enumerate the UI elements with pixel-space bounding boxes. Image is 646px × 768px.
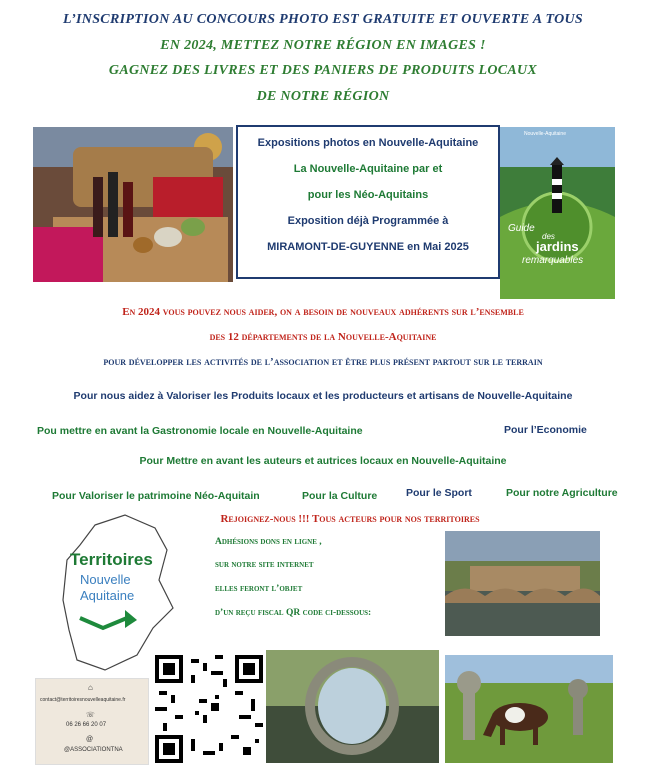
phone-icon: ☏: [86, 712, 95, 719]
expo-line-5: MIRAMONT-DE-GUYENNE en Mai 2025: [267, 241, 469, 253]
join-line-4: d’un reçu fiscal QR code ci-dessous:: [215, 608, 372, 618]
goal-culture: Pour la Culture: [302, 490, 378, 502]
expo-line-1: Expositions photos en Nouvelle-Aquitaine: [257, 137, 479, 149]
logo-word-1: Territoires: [70, 550, 153, 569]
contact-card: [35, 678, 149, 765]
join-line-3: elles feront l’objet: [215, 584, 303, 594]
expo-line-3: pour les Néo-Aquitains: [307, 189, 429, 201]
contact-handle: @ASSOCIATIONTNA: [64, 747, 123, 753]
book-title-3: jardins: [536, 239, 579, 254]
goal-patrimoine: Pour Valoriser le patrimoine Néo-Aquitain: [52, 490, 260, 502]
appeal-line-1: En 2024 vous pouvez nous aider, on a besoin de nouveaux adhérents sur l’ensemble: [122, 306, 524, 318]
book-cover: [500, 127, 615, 299]
exposition-info-box: [236, 125, 500, 279]
join-line-1: Adhésions dons en ligne ,: [215, 537, 322, 547]
house-icon: ⌂: [88, 683, 93, 692]
expo-line-2: La Nouvelle-Aquitaine par et: [293, 163, 443, 175]
headline-line-1: L’INSCRIPTION AU CONCOURS PHOTO EST GRATUITE ET OUVERTE A TOUS: [63, 12, 583, 27]
goal-economie: Pour l’Economie: [504, 424, 587, 436]
join-line-2: sur notre site internet: [215, 560, 314, 570]
goal-gastronomie: Pou mettre en avant la Gastronomie locale en Nouvelle-Aquitaine: [37, 425, 363, 437]
territoires-logo: [55, 510, 180, 675]
headline-line-2: EN 2024, METTEZ NOTRE RÉGION EN IMAGES !: [160, 38, 486, 53]
book-title-2: des: [542, 232, 555, 241]
logo-word-3: Aquitaine: [80, 588, 135, 603]
contact-email[interactable]: contact@territoiresnouvelleaquitaine.fr: [40, 697, 126, 703]
pony-photo: [445, 655, 613, 763]
goal-sport: Pour le Sport: [406, 487, 472, 499]
goal-auteurs: Pour Mettre en avant les auteurs et autrices locaux en Nouvelle-Aquitaine: [139, 455, 507, 467]
contact-phone: 06 26 66 20 07: [66, 722, 107, 728]
headline-line-4: DE NOTRE RÉGION: [256, 89, 390, 104]
book-title-4: remarquables: [522, 255, 584, 266]
headline-line-3: GAGNEZ DES LIVRES ET DES PANIERS DE PRODUITS LOCAUX: [108, 63, 538, 78]
join-headline: Rejoignez-nous !!! Tous acteurs pour nos territoires: [220, 513, 480, 525]
at-icon: @: [86, 736, 94, 743]
arch-reflection-photo: [266, 650, 439, 763]
book-title-1: Guide: [508, 223, 535, 234]
expo-line-4: Exposition déjà Programmée à: [287, 215, 449, 227]
bridge-photo: [445, 531, 600, 636]
appeal-line-2: des 12 départements de la Nouvelle-Aquitaine: [209, 331, 437, 343]
qr-code[interactable]: [155, 655, 263, 763]
goal-produits: Pour nous aidez à Valoriser les Produits locaux et les producteurs et artisans de Nouvelle-Aquitaine: [73, 390, 573, 402]
book-publisher: Nouvelle-Aquitaine: [524, 131, 566, 137]
gift-basket-photo: [33, 127, 233, 282]
logo-word-2: Nouvelle: [80, 572, 131, 587]
goal-agriculture: Pour notre Agriculture: [506, 487, 618, 499]
appeal-line-3: pour développer les activités de l’association et être plus présent partout sur le terrain: [103, 356, 543, 368]
